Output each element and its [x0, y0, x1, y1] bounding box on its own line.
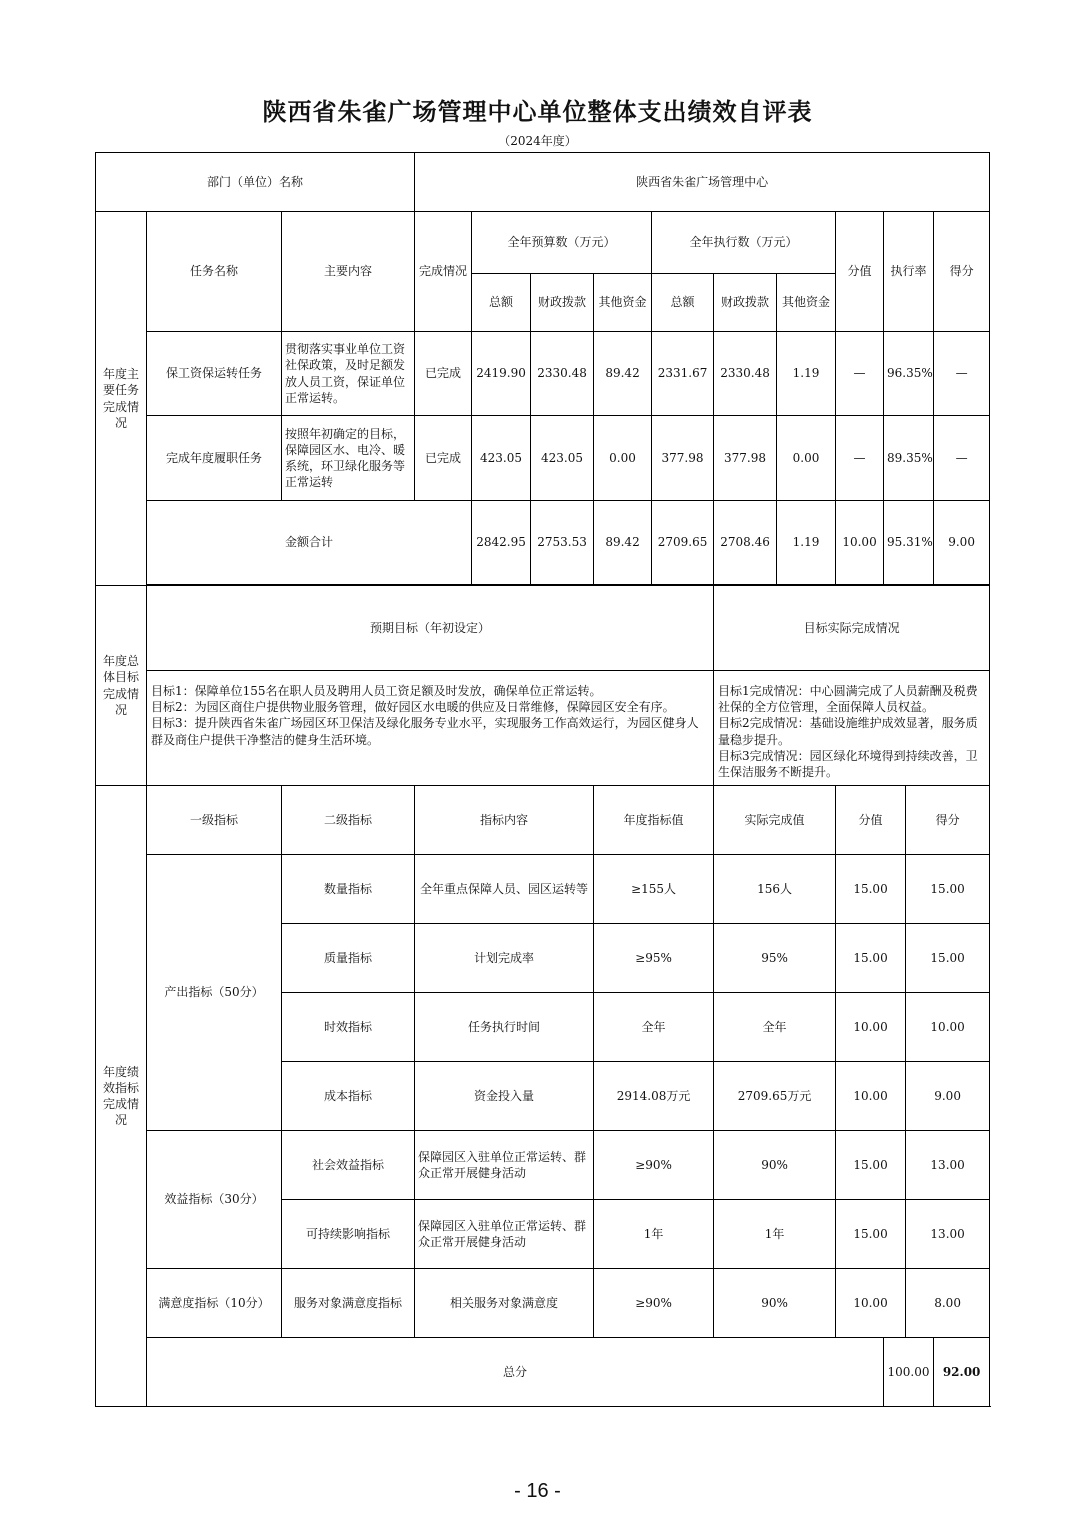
indicator-level2: 数量指标 [282, 855, 415, 924]
indicator-actual: 90% [714, 1269, 836, 1338]
indicator-target: ≥90% [594, 1269, 714, 1338]
sum-row [96, 501, 990, 585]
budget-total: 2419.90 [472, 332, 531, 416]
indicator-target: ≥90% [594, 1131, 714, 1200]
indicator-content: 保障园区入驻单位正常运转、群众正常开展健身活动 [415, 1131, 594, 1200]
indicator-level2: 质量指标 [282, 924, 415, 993]
exec-other: 1.19 [777, 332, 836, 416]
indicator-actual: 90% [714, 1131, 836, 1200]
header-exec: 全年执行数（万元） [652, 212, 836, 274]
header-target: 年度指标值 [594, 786, 714, 855]
score-value: — [836, 332, 884, 416]
total-score-value: 100.00 [884, 1338, 934, 1407]
header-score-value: 分值 [836, 786, 906, 855]
indicator-level2: 成本指标 [282, 1062, 415, 1131]
indicator-actual: 全年 [714, 993, 836, 1062]
actual-goal-2: 目标2完成情况：基础设施维护成效显著，服务质量稳步提升。 [718, 716, 978, 747]
indicator-content: 全年重点保障人员、园区运转等 [415, 855, 594, 924]
indicator-score: 13.00 [906, 1131, 990, 1200]
indicator-score: 10.00 [906, 993, 990, 1062]
exec-total: 2331.67 [652, 332, 714, 416]
evaluation-table [95, 152, 990, 1407]
expected-goal-2: 目标2：为园区商住户提供物业服务管理，做好园区水电暖的供应及日常维修，保障园区安全有序。 [151, 700, 675, 715]
page-number: - 16 - [514, 1480, 561, 1502]
task-name: 保工资保运转任务 [147, 332, 282, 416]
indicator-level2: 可持续影响指标 [282, 1200, 415, 1269]
header-task-name: 任务名称 [147, 212, 282, 332]
budget-total: 423.05 [472, 416, 531, 501]
header-budget-other: 其他资金 [594, 274, 652, 332]
header-budget: 全年预算数（万元） [472, 212, 652, 274]
sum-label: 金额合计 [147, 501, 472, 585]
table-row [96, 1269, 990, 1338]
table-row [96, 855, 990, 924]
dept-value: 陕西省朱雀广场管理中心 [415, 153, 990, 212]
header-level1: 一级指标 [147, 786, 282, 855]
header-score: 得分 [934, 212, 990, 332]
total-label: 总分 [147, 1338, 884, 1407]
task-status: 已完成 [415, 332, 472, 416]
sum-exec-other: 1.19 [777, 501, 836, 585]
header-level2: 二级指标 [282, 786, 415, 855]
header-exec-total: 总额 [652, 274, 714, 332]
indicator-score: 9.00 [906, 1062, 990, 1131]
group-output: 产出指标（50分） [147, 855, 282, 1131]
indicator-target: 2914.08万元 [594, 1062, 714, 1131]
sum-score: 9.00 [934, 501, 990, 585]
indicator-target: 1年 [594, 1200, 714, 1269]
indicator-score-value: 15.00 [836, 1200, 906, 1269]
indicator-content: 计划完成率 [415, 924, 594, 993]
table-row [96, 1131, 990, 1200]
indicator-score: 8.00 [906, 1269, 990, 1338]
sum-rate: 95.31% [884, 501, 934, 585]
indicator-actual: 1年 [714, 1200, 836, 1269]
table-row [96, 416, 990, 501]
exec-total: 377.98 [652, 416, 714, 501]
indicator-target: 全年 [594, 993, 714, 1062]
actual-goal-header: 目标实际完成情况 [714, 586, 990, 671]
task-content: 贯彻落实事业单位工资社保政策，及时足额发放人员工资，保证单位正常运转。 [282, 332, 415, 416]
actual-goal-1: 目标1完成情况：中心圆满完成了人员薪酬及税费社保的全方位管理，全面保障人员权益。 [718, 684, 978, 715]
indicator-score: 15.00 [906, 924, 990, 993]
header-budget-total: 总额 [472, 274, 531, 332]
indicator-score-value: 15.00 [836, 924, 906, 993]
sum-budget-fiscal: 2753.53 [531, 501, 594, 585]
indicator-score-value: 10.00 [836, 993, 906, 1062]
indicator-score: 13.00 [906, 1200, 990, 1269]
indicator-content: 相关服务对象满意度 [415, 1269, 594, 1338]
indicator-score-value: 10.00 [836, 1062, 906, 1131]
header-exec-other: 其他资金 [777, 274, 836, 332]
header-exec-fiscal: 财政拨款 [714, 274, 777, 332]
table-row [96, 332, 990, 416]
indicator-content: 资金投入量 [415, 1062, 594, 1131]
sum-exec-total: 2709.65 [652, 501, 714, 585]
indicator-target: ≥155人 [594, 855, 714, 924]
page-title: 陕西省朱雀广场管理中心单位整体支出绩效自评表 [262, 98, 813, 126]
actual-goal-3: 目标3完成情况：园区绿化环境得到持续改善，卫生保洁服务不断提升。 [718, 748, 978, 779]
sum-budget-total: 2842.95 [472, 501, 531, 585]
header-indicator-content: 指标内容 [415, 786, 594, 855]
budget-fiscal: 2330.48 [531, 332, 594, 416]
expected-goals [147, 671, 714, 786]
header-rate: 执行率 [884, 212, 934, 332]
budget-other: 0.00 [594, 416, 652, 501]
exec-rate: 96.35% [884, 332, 934, 416]
indicator-content: 任务执行时间 [415, 993, 594, 1062]
indicator-score: 15.00 [906, 855, 990, 924]
budget-other: 89.42 [594, 332, 652, 416]
score: — [934, 332, 990, 416]
total-score: 92.00 [934, 1338, 990, 1407]
exec-rate: 89.35% [884, 416, 934, 501]
indicator-level2: 服务对象满意度指标 [282, 1269, 415, 1338]
header-score: 得分 [906, 786, 990, 855]
header-actual: 实际完成值 [714, 786, 836, 855]
task-content: 按照年初确定的目标，保障园区水、电冷、暖系统，环卫绿化服务等正常运转 [282, 416, 415, 501]
header-status: 完成情况 [415, 212, 472, 332]
section3-side-label: 年度绩效指标完成情况 [96, 786, 147, 1407]
group-benefit: 效益指标（30分） [147, 1131, 282, 1269]
group-satisfaction: 满意度指标（10分） [147, 1269, 282, 1338]
budget-fiscal: 423.05 [531, 416, 594, 501]
indicator-content: 保障园区入驻单位正常运转、群众正常开展健身活动 [415, 1200, 594, 1269]
header-main-content: 主要内容 [282, 212, 415, 332]
dept-label: 部门（单位）名称 [96, 153, 415, 212]
sum-exec-fiscal: 2708.46 [714, 501, 777, 585]
total-row [96, 1338, 990, 1407]
indicator-score-value: 10.00 [836, 1269, 906, 1338]
section2-side-label: 年度总体目标完成情况 [96, 586, 147, 786]
expected-goal-3: 目标3：提升陕西省朱雀广场园区环卫保洁及绿化服务专业水平，实现服务工作高效运行，为园区健身人群及商住户提供干净整洁的健身生活环境。 [151, 716, 699, 747]
sum-score-value: 10.00 [836, 501, 884, 585]
expected-goal-1: 目标1：保障单位155名在职人员及聘用人员工资足额及时发放，确保单位正常运转。 [151, 684, 602, 698]
indicator-level2: 社会效益指标 [282, 1131, 415, 1200]
indicator-actual: 95% [714, 924, 836, 993]
indicator-target: ≥95% [594, 924, 714, 993]
score-value: — [836, 416, 884, 501]
header-score-value: 分值 [836, 212, 884, 332]
section1-side-label: 年度主要任务完成情况 [96, 212, 147, 586]
exec-fiscal: 377.98 [714, 416, 777, 501]
indicator-actual: 156人 [714, 855, 836, 924]
task-status: 已完成 [415, 416, 472, 501]
task-name: 完成年度履职任务 [147, 416, 282, 501]
score: — [934, 416, 990, 501]
exec-fiscal: 2330.48 [714, 332, 777, 416]
indicator-score-value: 15.00 [836, 1131, 906, 1200]
indicator-score-value: 15.00 [836, 855, 906, 924]
sum-budget-other: 89.42 [594, 501, 652, 585]
indicator-actual: 2709.65万元 [714, 1062, 836, 1131]
exec-other: 0.00 [777, 416, 836, 501]
report-year: （2024年度） [498, 134, 577, 148]
actual-goals [714, 671, 990, 786]
header-budget-fiscal: 财政拨款 [531, 274, 594, 332]
expected-goal-header: 预期目标（年初设定） [147, 586, 714, 671]
indicator-level2: 时效指标 [282, 993, 415, 1062]
